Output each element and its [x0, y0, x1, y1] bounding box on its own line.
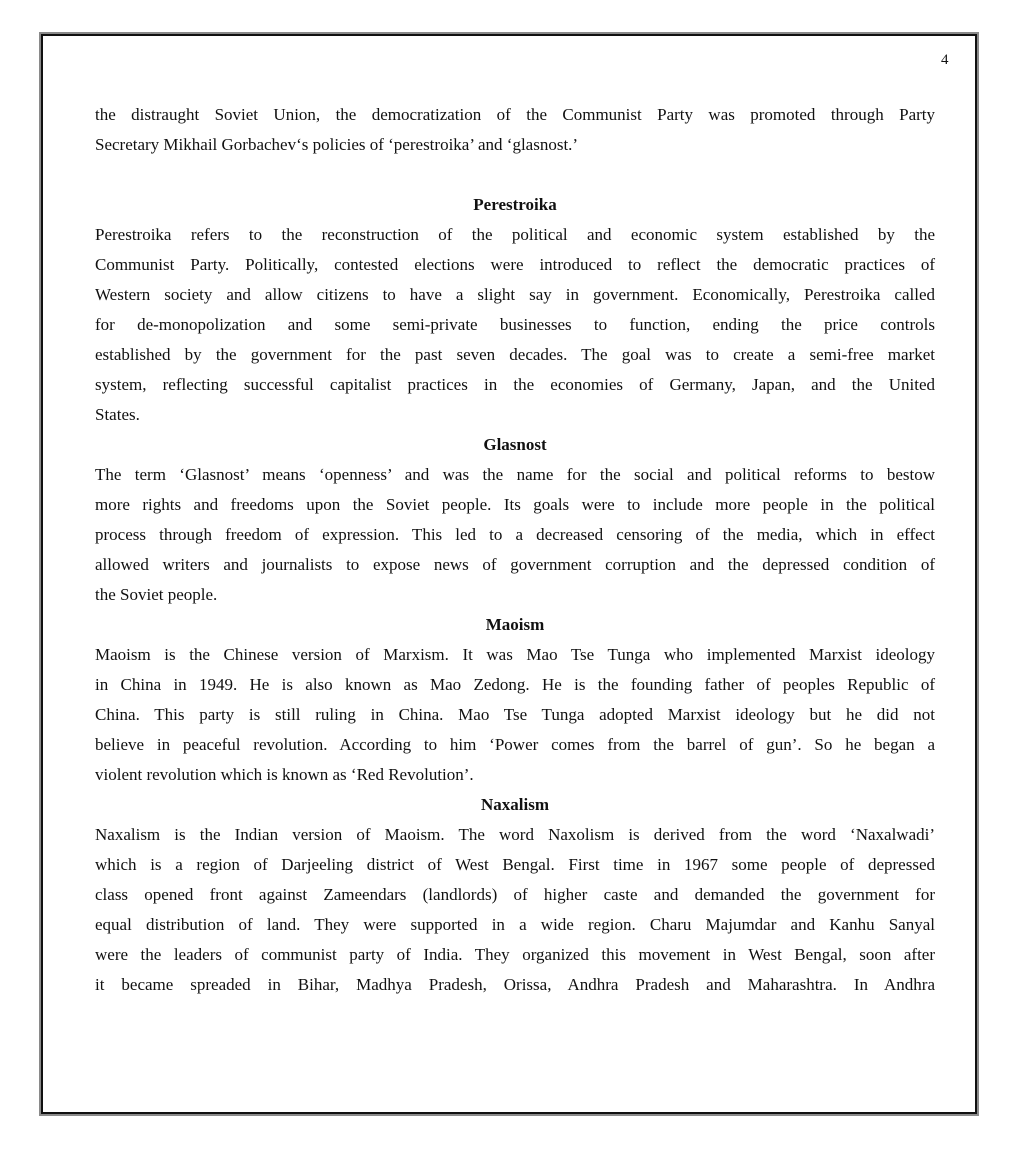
text-line: China. This party is still ruling in China. Mao Tse Tunga adopted Marxist ideology but he did not	[95, 705, 935, 724]
text-line: Maoism is the Chinese version of Marxism. It was Mao Tse Tunga who implemented Marxist ideology	[95, 645, 935, 664]
text-line: equal distribution of land. They were supported in a wide region. Charu Majumdar and Kanhu Sanyal	[95, 915, 935, 934]
text-line: Naxalism is the Indian version of Maoism. The word Naxolism is derived from the word ‘Naxalwadi’	[95, 825, 935, 844]
text-line: States.	[95, 405, 140, 424]
text-line: for de-monopolization and some semi-private businesses to function, ending the price controls	[95, 315, 935, 334]
section-glasnost	[95, 430, 935, 610]
text-line: it became spreaded in Bihar, Madhya Pradesh, Orissa, Andhra Pradesh and Maharashtra. In Andhra	[95, 975, 935, 994]
section-maoism	[95, 610, 935, 790]
text-line: Communist Party. Politically, contested elections were introduced to reflect the democratic practices of	[95, 255, 935, 274]
section-perestroika	[95, 190, 935, 430]
document-body	[95, 100, 935, 1000]
text-line: the distraught Soviet Union, the democratization of the Communist Party was promoted through Party	[95, 105, 935, 124]
section-naxalism	[95, 790, 935, 1000]
spacer	[95, 160, 935, 190]
text-line: class opened front against Zameendars (landlords) of higher caste and demanded the government for	[95, 885, 935, 904]
text-line: the Soviet people.	[95, 585, 218, 604]
text-line: The term ‘Glasnost’ means ‘openness’ and was the name for the social and political reforms to bestow	[95, 465, 935, 484]
text-line: believe in peaceful revolution. According to him ‘Power comes from the barrel of gun’. So he began a	[95, 735, 935, 754]
section-heading: Naxalism	[481, 795, 549, 814]
text-line: more rights and freedoms upon the Soviet people. Its goals were to include more people in the political	[95, 495, 935, 514]
text-line: Perestroika refers to the reconstruction of the political and economic system established by the	[95, 225, 935, 244]
text-line: in China in 1949. He is also known as Mao Zedong. He is the founding father of peoples Republic of	[95, 675, 935, 694]
text-line: system, reflecting successful capitalist practices in the economies of Germany, Japan, and the United	[95, 375, 935, 394]
section-heading: Perestroika	[473, 195, 557, 214]
text-line: which is a region of Darjeeling district of West Bengal. First time in 1967 some people of depressed	[95, 855, 935, 874]
page-number: 4	[941, 52, 949, 68]
text-line: violent revolution which is known as ‘Red Revolution’.	[95, 765, 474, 784]
intro-paragraph	[95, 100, 935, 160]
text-line: were the leaders of communist party of India. They organized this movement in West Bengal, soon after	[95, 945, 935, 964]
text-line: established by the government for the past seven decades. The goal was to create a semi-free market	[95, 345, 935, 364]
text-line: process through freedom of expression. This led to a decreased censoring of the media, which in effect	[95, 525, 935, 544]
text-line: Secretary Mikhail Gorbachev‘s policies of ‘perestroika’ and ‘glasnost.’	[95, 135, 579, 154]
section-heading: Maoism	[485, 615, 545, 634]
text-line: allowed writers and journalists to expose news of government corruption and the depressed condition of	[95, 555, 935, 574]
section-heading: Glasnost	[483, 435, 547, 454]
text-line: Western society and allow citizens to have a slight say in government. Economically, Perestroika called	[95, 285, 935, 304]
